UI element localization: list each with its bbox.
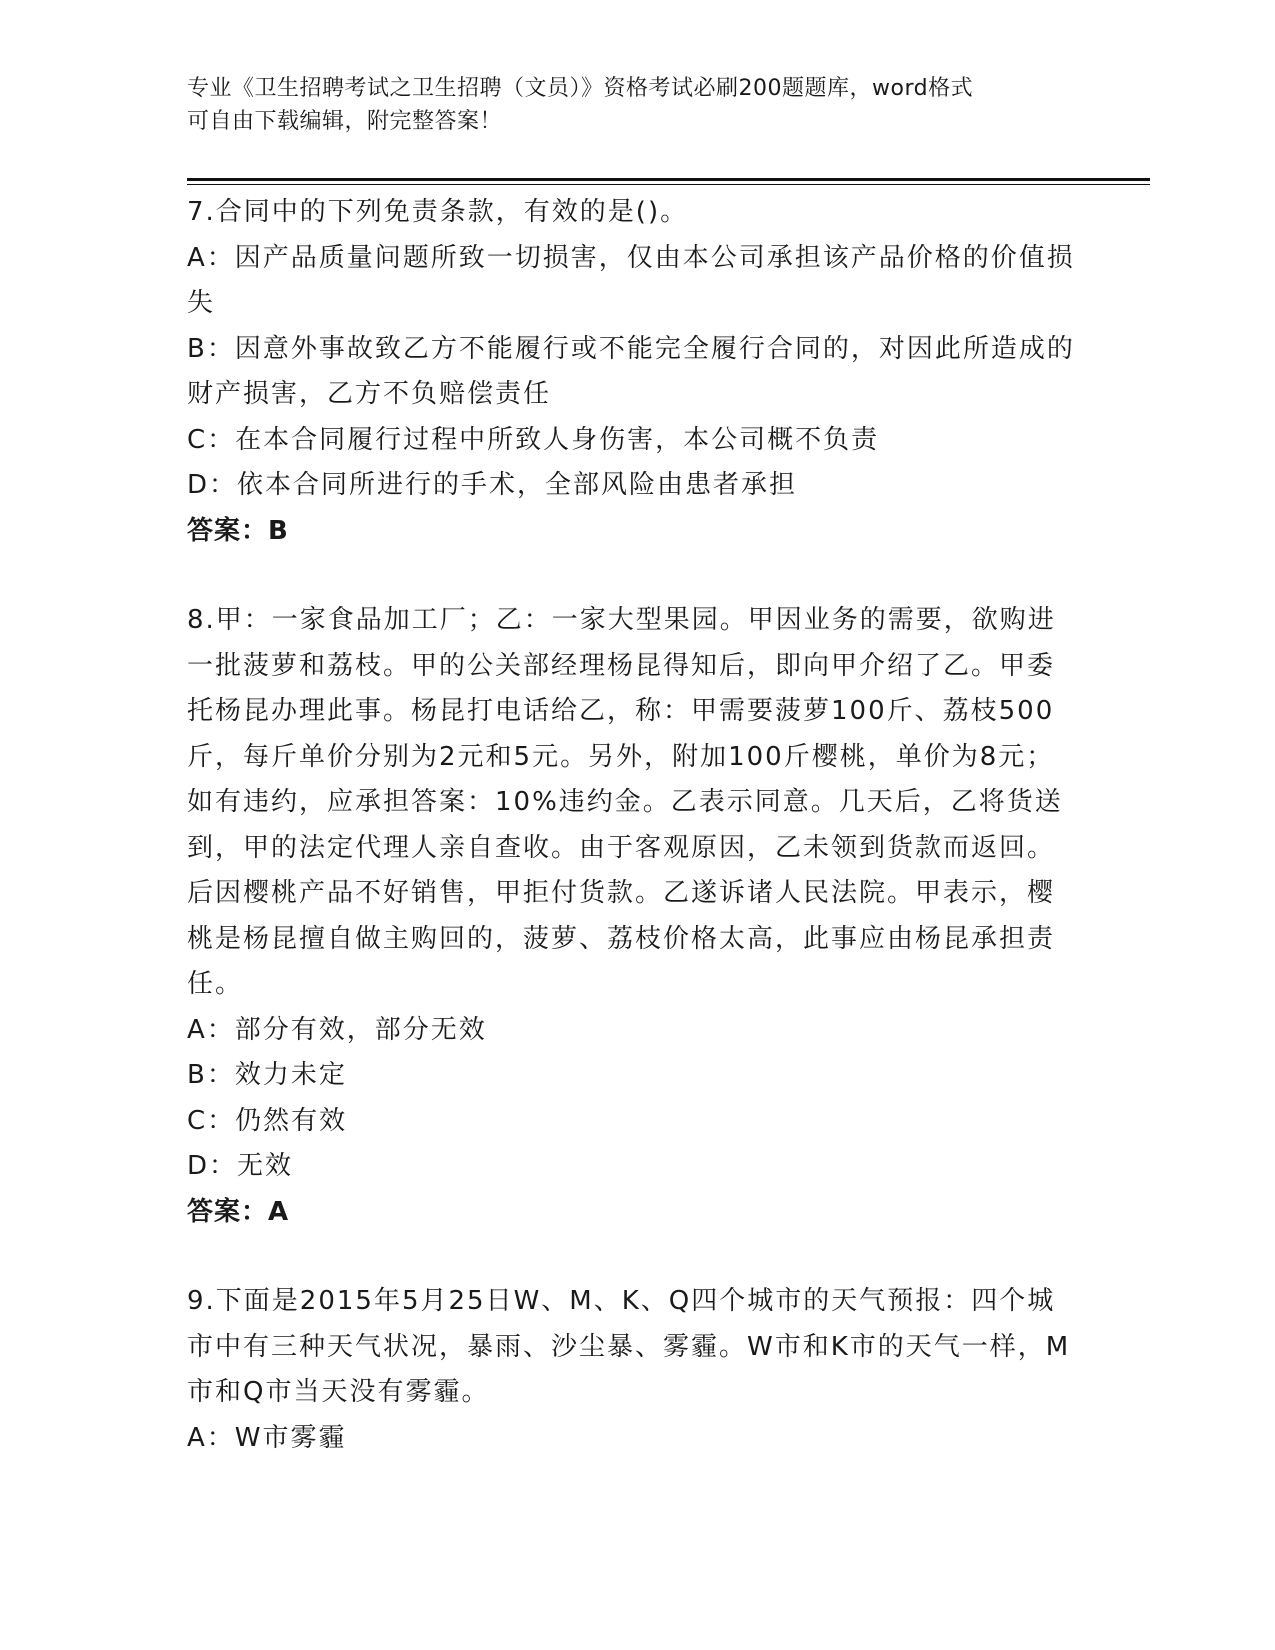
header-rule-thin [187, 184, 1150, 185]
option-a: A：W市雾霾 [187, 1422, 347, 1453]
question-list [187, 190, 1077, 1461]
option-c: C：在本合同履行过程中所致人身伤害，本公司概不负责 [187, 424, 880, 455]
question-block [187, 190, 1077, 554]
question-spacer [187, 554, 1077, 598]
header-line-1: 专业《卫生招聘考试之卫生招聘（文员）》资格考试必刷200题题库，word格式 [187, 76, 974, 101]
question-stem: 7.合同中的下列免责条款，有效的是()。 [187, 197, 689, 227]
option-b: B：因意外事故致乙方不能履行或不能完全履行合同的，对因此所造成的财产损害，乙方不负赔偿责任 [187, 333, 1075, 409]
question-block [187, 598, 1077, 1235]
question-block [187, 1279, 1077, 1461]
option-b: B：效力未定 [187, 1060, 347, 1090]
option-c: C：仍然有效 [187, 1105, 348, 1136]
question-spacer [187, 1235, 1077, 1279]
answer-line: 答案：B [187, 515, 289, 546]
page-header [187, 72, 1087, 138]
header-line-2: 可自由下载编辑，附完整答案！ [187, 109, 503, 134]
option-d: D：无效 [187, 1151, 294, 1181]
option-a: A：因产品质量问题所致一切损害，仅由本公司承担该产品价格的价值损失 [187, 242, 1075, 318]
question-stem: 8.甲：一家食品加工厂；乙：一家大型果园。甲因业务的需要，欲购进一批菠萝和荔枝。甲的公关部经理杨昆得知后，即向甲介绍了乙。甲委托杨昆办理此事。杨昆打电话给乙，称：甲需要菠萝100斤、荔枝500斤，每斤单价分别为2元和5元。另外，附加100斤樱桃，单价为8元；如有违约，应承担答案：10%违约金。乙表示同意。几天后，乙将货送到，甲的法定代理人亲自查收。由于客观原因，乙未领到货款而返回。后因樱桃产品不好销售，甲拒付货款。乙遂诉诸人民法院。甲表示，樱桃是杨昆擅自做主购回的，菠萝、荔枝价格太高，此事应由杨昆承担责任。 [187, 605, 1063, 999]
answer-line: 答案：A [187, 1196, 290, 1227]
question-stem: 9.下面是2015年5月25日W、M、K、Q四个城市的天气预报：四个城市中有三种天气状况，暴雨、沙尘暴、雾霾。W市和K市的天气一样，M市和Q市当天没有雾霾。 [187, 1286, 1071, 1407]
header-rule-thick [187, 178, 1150, 181]
option-a: A：部分有效，部分无效 [187, 1014, 487, 1045]
option-d: D：依本合同所进行的手术，全部风险由患者承担 [187, 470, 798, 500]
